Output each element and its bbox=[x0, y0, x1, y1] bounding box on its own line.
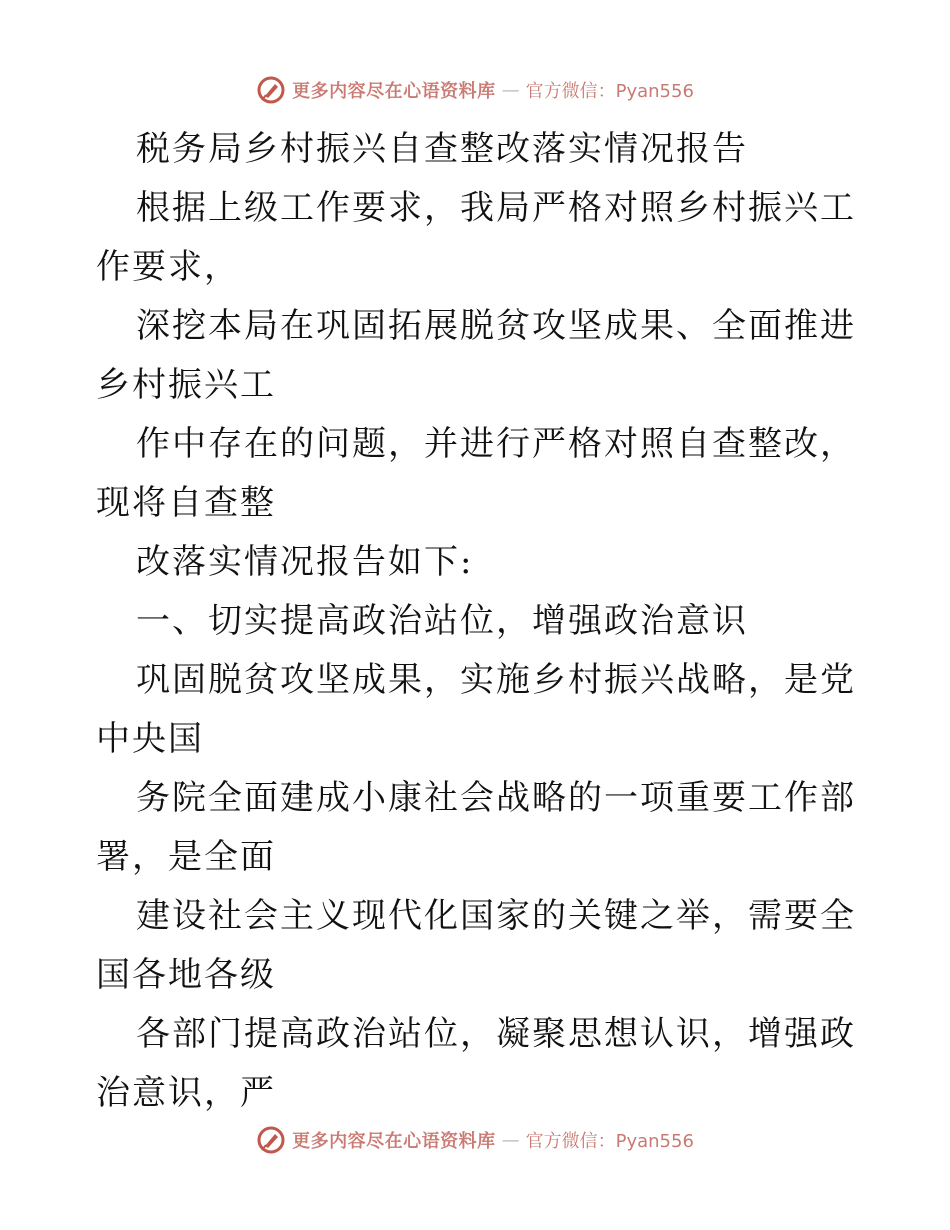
watermark-separator: — bbox=[501, 1129, 520, 1151]
document-title: 税务局乡村振兴自查整改落实情况报告 bbox=[136, 129, 748, 169]
paragraph-6: 务院全面建成小康社会战略的一项重要工作部署，是全面 bbox=[96, 778, 856, 877]
pen-nib-logo-icon bbox=[256, 1125, 286, 1155]
paragraph-5: 巩固脱贫攻坚成果，实施乡村振兴战略，是党中央国 bbox=[96, 660, 856, 759]
paragraph-8: 各部门提高政治站位，凝聚思想认识，增强政治意识，严 bbox=[96, 1014, 856, 1113]
watermark-text: 更多内容尽在心语资料库 bbox=[292, 81, 496, 102]
paragraph-3: 作中存在的问题，并进行严格对照自查整改，现将自查整 bbox=[96, 424, 856, 523]
header-watermark bbox=[0, 70, 950, 110]
paragraph-2: 深挖本局在巩固拓展脱贫攻坚成果、全面推进乡村振兴工 bbox=[96, 306, 856, 405]
paragraph-4: 改落实情况报告如下: bbox=[136, 542, 474, 582]
footer-watermark bbox=[0, 1120, 950, 1160]
watermark-text: 更多内容尽在心语资料库 bbox=[292, 1131, 496, 1152]
watermark-contact: 官方微信：Pyan556 bbox=[525, 81, 694, 102]
paragraph-7: 建设社会主义现代化国家的关键之举，需要全国各地各级 bbox=[96, 896, 856, 995]
pen-nib-logo-icon bbox=[256, 75, 286, 105]
watermark-separator: — bbox=[501, 79, 520, 101]
document-body bbox=[96, 120, 856, 1123]
paragraph-1: 根据上级工作要求，我局严格对照乡村振兴工作要求， bbox=[96, 188, 856, 287]
section-heading-1: 一、切实提高政治站位，增强政治意识 bbox=[136, 601, 748, 641]
watermark-contact: 官方微信：Pyan556 bbox=[525, 1131, 694, 1152]
